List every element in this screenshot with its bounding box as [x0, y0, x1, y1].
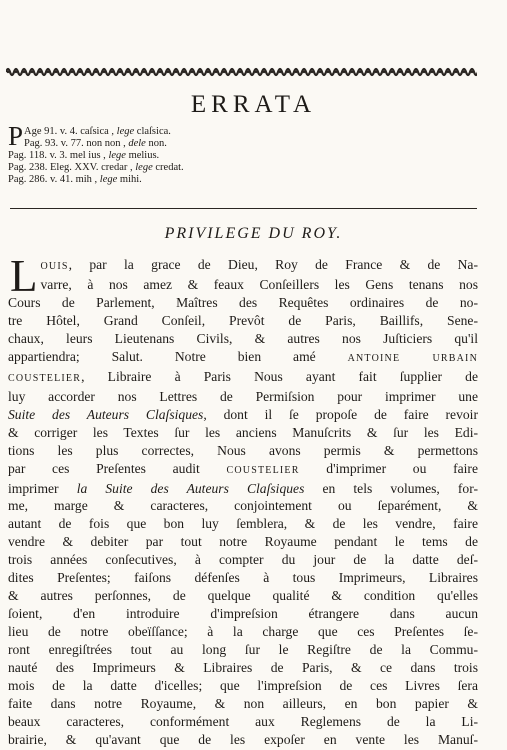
text-line: nauté des Imprimeurs & Libraires de Paris, & ce dans trois: [8, 660, 478, 676]
text-line: luy accorder nos Lettres de Permiſsion pour imprimer une: [8, 388, 478, 404]
ornament-dot: [271, 71, 273, 73]
ornament-dot: [231, 71, 233, 73]
errata-heading: ERRATA: [190, 91, 317, 118]
ornament-dot: [263, 71, 265, 73]
ornament-dot: [199, 71, 201, 73]
text-line: ront enregiſtrées tout au long ſur le Regiſtre de la Commu-: [8, 642, 478, 658]
text-line: beaux caracteres, conformément aux Reglemens de la Li-: [8, 713, 478, 729]
ornament-dot: [375, 71, 377, 73]
text-line: imprimer la Suite des Auteurs Claſsiques en tels volumes, for-: [8, 480, 479, 496]
ornament-dot: [223, 71, 225, 73]
ornament-dot: [143, 71, 145, 73]
ornament-dot: [423, 71, 425, 73]
ornament-dot: [111, 71, 113, 73]
text-line: mois de la datte d'icelles; que l'impreſsion de ces Livres ſera: [8, 678, 478, 694]
ornament-dot: [23, 71, 25, 73]
ornament-dot: [383, 71, 385, 73]
ornament-dot: [215, 71, 217, 73]
text-line: tre Hôtel, Grand Conſeil, Prevôt de Paris, Baillifs, Sene-: [8, 312, 478, 328]
text-line: par ces Preſentes audit COUSTELIER d'imprimer ou faire: [8, 460, 478, 476]
ornament-dot: [207, 71, 209, 73]
privilege-heading: PRIVILEGE DU ROY.: [164, 225, 343, 242]
ornament-dot: [31, 71, 33, 73]
ornament-dot: [359, 71, 361, 73]
ornament-svg: [6, 66, 477, 78]
ornament-dot: [247, 71, 249, 73]
decorative-ornament-band: [6, 66, 477, 78]
ornament-dot: [39, 71, 41, 73]
text-line: COUSTELIER, Libraire à Paris Nous ayant fait ſupplier de: [8, 368, 478, 384]
ornament-dot: [335, 71, 337, 73]
ornament-dot: [471, 71, 473, 73]
ornament-dot: [311, 71, 313, 73]
text-line: & autres perſonnes, de quelque qualité & condition qu'elles: [8, 588, 478, 604]
text-line: varre, à nos amez & feaux Conſeillers les Gens tenans nos: [40, 276, 478, 292]
errata-line: P Age 91. v. 4. caſsica , lege claſsica.: [8, 121, 171, 151]
drop-cap-initial: L: [10, 251, 38, 301]
errata-line: Pag. 118. v. 3. mel ius , lege melius.: [8, 150, 160, 161]
text-line: chaux, leurs Lieutenans Civils, & autres nos Juſticiers qu'il: [8, 330, 478, 346]
section-divider-rule: [10, 208, 477, 209]
ornament-dot: [255, 71, 257, 73]
text-line: tions les plus correctes, Nous avons permis & permettons: [8, 442, 478, 458]
ornament-dot: [463, 71, 465, 73]
ornament-dot: [439, 71, 441, 73]
errata-line: Pag. 238. Eleg. XXV. credar , lege credat.: [8, 162, 184, 173]
text-line: autant de fois que bon luy ſemblera, & de les vendre, faire: [8, 516, 478, 532]
ornament-dot: [239, 71, 241, 73]
text-line: dites Preſentes; faiſons défenſes à tous Imprimeurs, Libraires: [8, 570, 478, 586]
ornament-dot: [431, 71, 433, 73]
text-line: ſoient, d'en introduire d'impreſsion étrangere dans aucun: [8, 606, 478, 622]
ornament-dot: [455, 71, 457, 73]
text-line: Cours de Parlement, Maîtres des Requêtes ordinaires de no-: [8, 295, 478, 310]
text-line: brairie, & qu'avant que de les expoſer en vente les Manuſ-: [8, 731, 478, 747]
ornament-dot: [79, 71, 81, 73]
ornament-dot: [175, 71, 177, 73]
ornament-wave: [6, 69, 477, 75]
errata-line: Pag. 286. v. 41. mih , lege mihi.: [8, 174, 142, 185]
ornament-dot: [183, 71, 185, 73]
ornament-dot: [327, 71, 329, 73]
ornament-dot: [63, 71, 65, 73]
ornament-dot: [407, 71, 409, 73]
ornament-dot: [399, 71, 401, 73]
text-line: lieu de notre obeïſſance; à la charge que ces Preſentes ſe-: [8, 624, 478, 640]
ornament-dot: [87, 71, 89, 73]
ornament-dot: [447, 71, 449, 73]
ornament-dot: [279, 71, 281, 73]
ornament-dot: [7, 71, 9, 73]
ornament-dot: [95, 71, 97, 73]
ornament-dot: [191, 71, 193, 73]
ornament-dot: [295, 71, 297, 73]
text-line: Suite des Auteurs Claſsiques, dont il ſe propoſe de faire revoir: [8, 406, 478, 422]
ornament-dot: [127, 71, 129, 73]
ornament-dot: [119, 71, 121, 73]
ornament-dot: [287, 71, 289, 73]
ornament-dot: [343, 71, 345, 73]
ornament-dot: [135, 71, 137, 73]
ornament-dot: [151, 71, 153, 73]
ornament-dot: [15, 71, 17, 73]
ornament-dot: [167, 71, 169, 73]
text-line: faite dans notre Royaume, & non ailleurs, en bon papier &: [8, 695, 478, 711]
ornament-dot: [55, 71, 57, 73]
ornament-dot: [367, 71, 369, 73]
text-line: & corriger les Textes ſur les anciens Manuſcrits & ſur les Edi-: [8, 424, 478, 440]
text-line: vendre & debiter par tout notre Royaume pendant le tems de: [8, 534, 478, 550]
ornament-dot: [159, 71, 161, 73]
ornament-dot: [303, 71, 305, 73]
ornament-dot: [71, 71, 73, 73]
ornament-dot: [47, 71, 49, 73]
ornament-dot: [415, 71, 417, 73]
ornament-dot: [391, 71, 393, 73]
errata-line: Pag. 93. v. 77. non non , dele non.: [24, 138, 167, 149]
text-line: OUIS, par la grace de Dieu, Roy de France & de Na-: [40, 257, 478, 272]
text-line: appartiendra; Salut. Notre bien amé ANTOINE URBAIN: [8, 348, 478, 364]
text-line: trois années conſecutives, à compter du jour de la datte deſ-: [8, 552, 478, 568]
privilege-body: [8, 251, 479, 749]
errata-list: [8, 121, 308, 186]
text-line: me, marge & caracteres, conjointement ou ſeparément, &: [8, 498, 478, 514]
ornament-dot: [351, 71, 353, 73]
ornament-dot: [103, 71, 105, 73]
errata-initial: P: [8, 121, 24, 151]
ornament-dot: [319, 71, 321, 73]
